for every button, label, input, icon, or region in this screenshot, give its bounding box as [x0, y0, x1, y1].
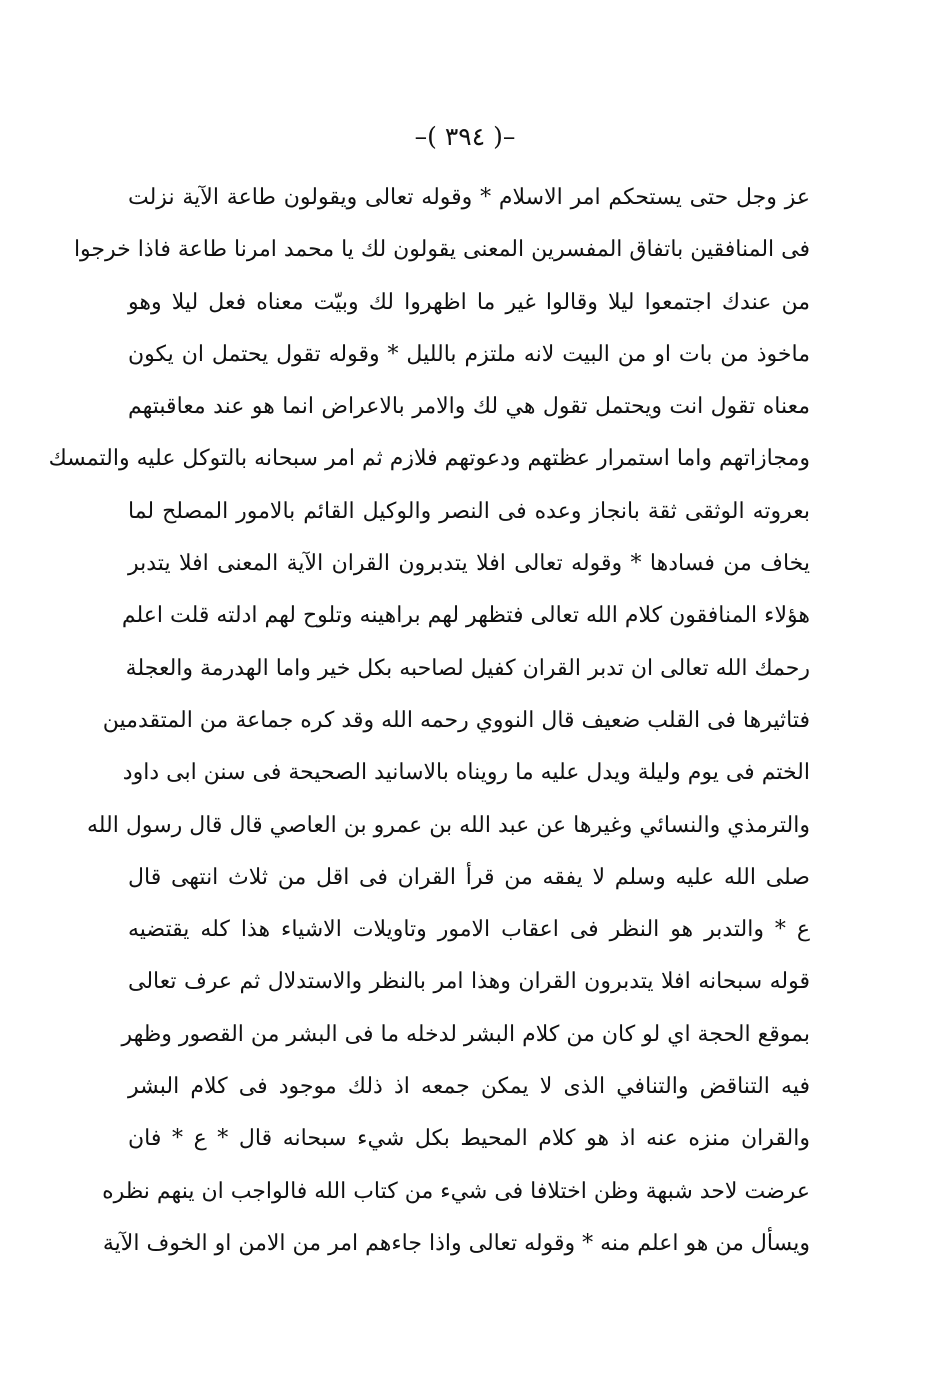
- text-line: بعروته الوثقى ثقة بانجاز وعده فى النصر والوكيل القائم بالامور المصلح لما: [128, 498, 810, 524]
- text-line: معناه تقول انت ويحتمل تقول هي لك والامر بالاعراض انما هو عند معاقبتهم: [128, 394, 810, 420]
- text-line: قوله سبحانه افلا يتدبرون القران وهذا امر بالنظر والاستدلال ثم عرف تعالى: [128, 969, 810, 995]
- text-line: رحمك الله تعالى ان تدبر القران كفيل لصاحبه بكل خير واما الهدرمة والعجلة: [125, 655, 810, 681]
- text-line: فيه التناقض والتنافي الذى لا يمكن جمعه اذ ذلك موجود فى كلام البشر: [128, 1074, 810, 1100]
- text-line: ماخوذ من بات او من البيت لانه ملتزم بالليل * وقوله تقول يحتمل ان يكون: [128, 341, 810, 367]
- text-line: يخاف من فسادها * وقوله تعالى افلا يتدبرون القران الآية المعنى افلا يتدبر: [128, 551, 810, 577]
- body-text: [48, 172, 810, 1270]
- text-line: ع * والتدبر هو النظر فى اعقاب الامور وتاويلات الاشياء هذا كله يقتضيه: [128, 917, 810, 943]
- text-line: ويسأل من هو اعلم منه * وقوله تعالى واذا جاءهم امر من الامن او الخوف الآية: [102, 1230, 810, 1256]
- text-line: من عندك اجتمعوا ليلا وقالوا غير ما اظهروا لك وبيّت معناه فعل ليلا وهو: [128, 289, 810, 315]
- text-line: عرضت لاحد شبهة وظن اختلافا فى شيء من كتاب الله فالواجب ان ينهم نظره: [102, 1178, 810, 1204]
- text-line: صلى الله عليه وسلم لا يفقه من قرأ القران فى اقل من ثلاث انتهى قال: [128, 864, 810, 890]
- text-line: الختم فى يوم وليلة ويدل عليه ما رويناه بالاسانيد الصحيحة فى سنن ابى داود: [122, 760, 810, 786]
- text-line: والقران منزه عنه اذ هو كلام المحيط بكل شيء سبحانه قال * ع * فان: [128, 1126, 810, 1152]
- text-line: فتاثيرها فى القلب ضعيف قال النووي رحمه الله وقد كره جماعة من المتقدمين: [102, 707, 810, 733]
- text-line: عز وجل حتى يستحكم امر الاسلام * وقوله تعالى ويقولون طاعة الآية نزلت: [128, 185, 810, 210]
- text-line: ومجازاتهم واما استمرار عظتهم ودعوتهم فلازم ثم امر سبحانه بالتوكل عليه والتمسك: [48, 446, 810, 472]
- text-line: والترمذي والنسائي وغيرها عن عبد الله بن عمرو بن العاصي قال قال رسول الله: [86, 812, 810, 838]
- text-line: بموقع الحجة اي لو كان من كلام البشر لدخله ما فى البشر من القصور وظهر: [121, 1021, 810, 1047]
- page-number: –( ٣٩٤ )–: [414, 122, 516, 151]
- text-line: هؤلاء المنافقون كلام الله تعالى فتظهر لهم براهينه وتلوح لهم ادلته قلت اعلم: [121, 603, 810, 629]
- text-line: فى المنافقين باتفاق المفسرين المعنى يقولون لك يا محمد امرنا طاعة فاذا خرجوا: [73, 237, 810, 263]
